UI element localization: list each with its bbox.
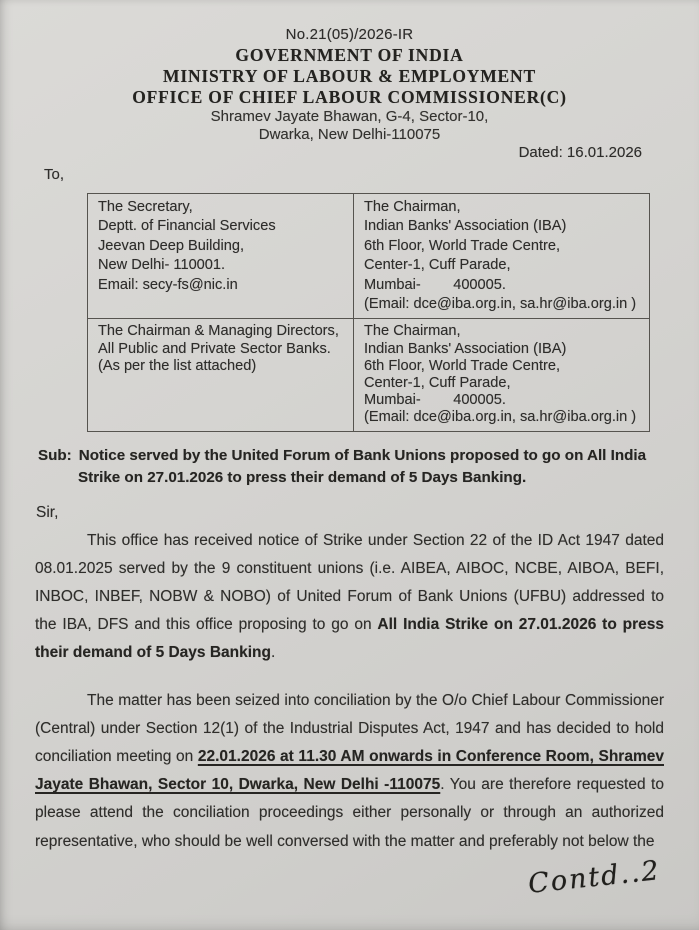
address-line: (Email: dce@iba.org.in, sa.hr@iba.org.in ) [364, 409, 637, 426]
address-line: Center-1, Cuff Parade, [364, 375, 511, 392]
address-line: All Public and Private Sector Banks. [98, 340, 331, 357]
para2-regular-text: The matter has been seized into conciliation by the O/o Chief Labour Commissioner (Central) under Section 12(1) of the Industrial Disputes Act, 1947 and has decided to hold conciliation meeting on [35, 691, 664, 766]
para2-closing-text: . You are therefore requested to please attend the conciliation proceedings either personally or through an authorized representative, who should be well conversed with the matter and preferably not below the [35, 776, 664, 850]
address-line: Jeevan Deep Building, [98, 237, 245, 254]
address-line: Deptt. of Financial Services [98, 218, 276, 235]
subject-line [38, 445, 652, 489]
address-line: Indian Banks' Association (IBA) [364, 218, 567, 235]
address-line: The Chairman & Managing Directors, [98, 323, 339, 340]
handwritten-contd-note: Contd..2 [526, 855, 663, 900]
para1-bold-text: All India Strike on 27.01.2026 to press their demand of 5 Days Banking [35, 616, 664, 662]
address-line: 6th Floor, World Trade Centre, [364, 357, 561, 374]
recipients-table [87, 193, 650, 432]
address-line: The Chairman, [364, 323, 461, 340]
header-government: GOVERNMENT OF INDIA [235, 45, 464, 65]
address-line: Center-1, Cuff Parade, [364, 257, 511, 274]
recipient-cell-bank-cmds [88, 319, 354, 431]
address-line: The Secretary, [98, 199, 193, 215]
salutation: Sir, [36, 503, 59, 521]
recipient-cell-iba-chairman-2 [354, 319, 650, 431]
address-line: Mumbai- 400005. [364, 276, 506, 293]
body-paragraph-2 [35, 687, 664, 856]
address-line: Indian Banks' Association (IBA) [364, 340, 567, 357]
body-paragraph-1 [35, 527, 664, 668]
address-line: (Email: dce@iba.org.in, sa.hr@iba.org.in ) [364, 296, 637, 313]
address-line: The Chairman, [364, 199, 461, 215]
address-line: New Delhi- 110001. [98, 257, 226, 274]
para1-regular-text: This office has received notice of Strike under Section 22 of the ID Act 1947 dated 08.01.2025 served by the 9 constituent unions (i.e. AIBEA, AIBOC, NCBE, AIBOA, BEFI, INBOC, INBEF, NOBW & NOBO) of United Forum of Bank Unions (UFBU) addressed to the IBA, DFS and this office proposing to go on [35, 531, 664, 634]
para1-closing-text: . [271, 644, 276, 662]
address-line: Email: secy-fs@nic.in [98, 276, 238, 293]
subject-label: Sub: [38, 446, 72, 464]
para2-bold-underlined-text: 22.01.2026 at 11.30 AM onwards in Conference Room, Shramev Jayate Bhawan, Sector 10, Dwarka, New Delhi -110075 [35, 748, 664, 794]
office-address-line-2: Dwarka, New Delhi-110075 [258, 126, 441, 143]
address-line: 6th Floor, World Trade Centre, [364, 237, 561, 254]
office-address-line-1: Shramev Jayate Bhawan, G-4, Sector-10, [210, 108, 489, 125]
header-office: OFFICE OF CHIEF LABOUR COMMISSIONER(C) [132, 87, 567, 107]
header-ministry: MINISTRY OF LABOUR & EMPLOYMENT [163, 66, 536, 86]
address-line: Mumbai- 400005. [364, 392, 506, 409]
to-label: To, [44, 166, 65, 183]
recipients-table-row-1 [88, 194, 650, 319]
address-line: (As per the list attached) [98, 357, 257, 374]
letter-date: Dated: 16.01.2026 [518, 144, 642, 161]
subject-text: Notice served by the United Forum of Bank Unions proposed to go on All India Strike on 27.01.2026 to press their demand of 5 Days Banking. [78, 446, 647, 486]
reference-number: No.21(05)/2026-IR [285, 26, 414, 43]
recipient-cell-iba-chairman-1 [354, 194, 650, 319]
recipient-cell-dfs-secretary [88, 194, 354, 319]
recipients-table-row-2 [88, 319, 650, 431]
